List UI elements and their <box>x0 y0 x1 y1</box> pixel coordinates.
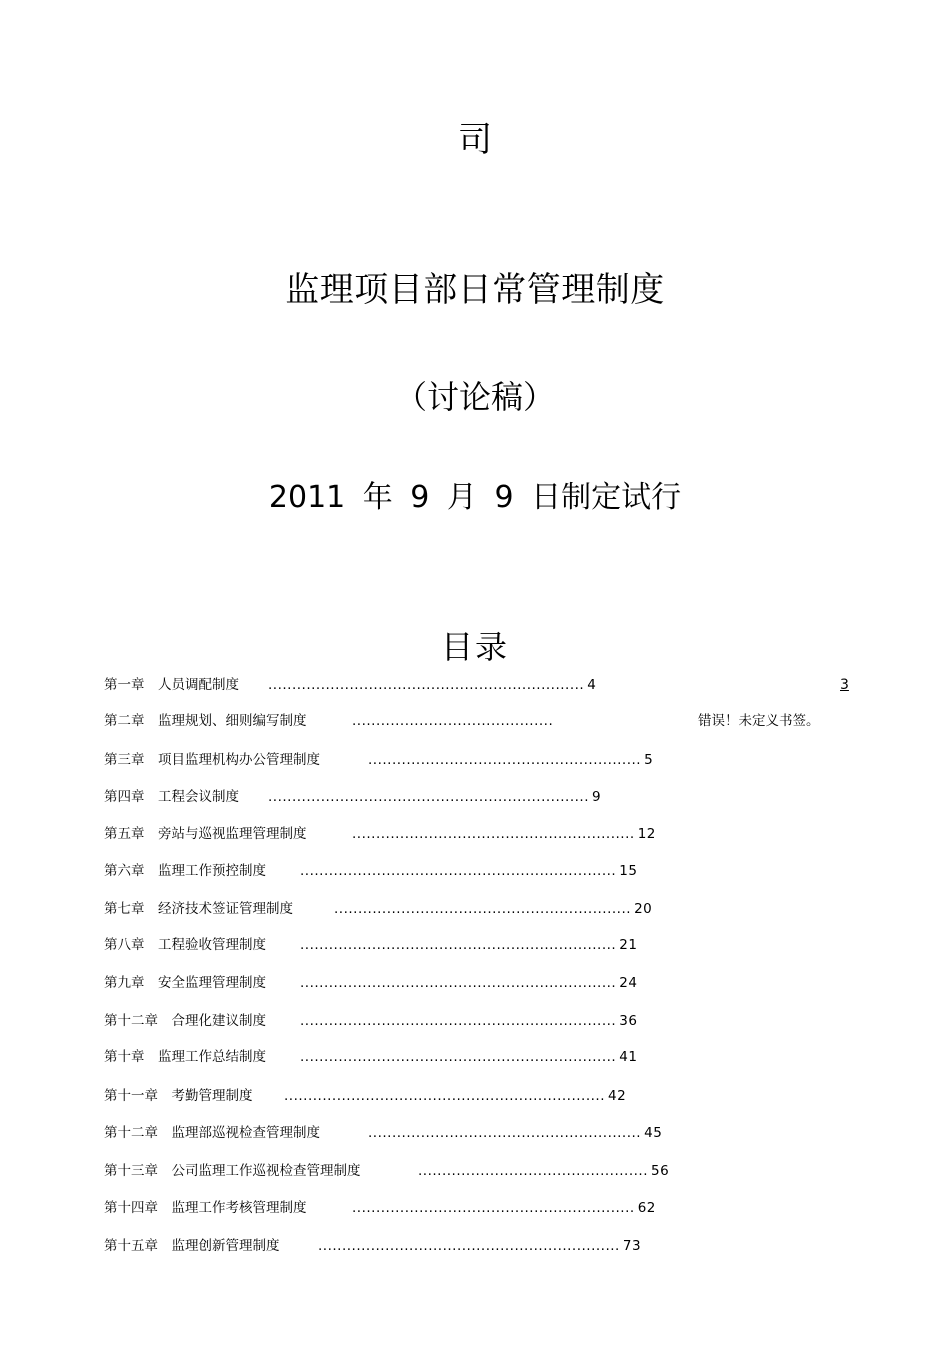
toc-page-number: 24 <box>619 975 638 991</box>
toc-chapter: 第九章 安全监理管理制度 <box>104 975 266 991</box>
toc-entry[interactable] <box>104 787 602 807</box>
toc-heading: 目录 <box>440 628 509 666</box>
toc-page-number: 62 <box>637 1200 656 1216</box>
toc-entry[interactable] <box>104 750 654 770</box>
toc-chapter: 第十章 监理工作总结制度 <box>104 1049 266 1065</box>
toc-page-number: 4 <box>587 677 597 693</box>
toc-page-number: 56 <box>650 1163 670 1179</box>
toc-chapter: 第十一章 考勤管理制度 <box>104 1088 253 1104</box>
toc-page-number: 36 <box>619 1013 638 1029</box>
toc-leader: ................................................................... 42 <box>284 1088 627 1104</box>
toc-leader: ........................................................... 62 <box>352 1200 656 1216</box>
toc-page-number: 42 <box>608 1088 627 1104</box>
toc-entry[interactable] <box>104 675 597 695</box>
toc-entry[interactable] <box>104 711 554 731</box>
toc-leader: ................................................ 56 <box>418 1163 670 1179</box>
toc-entry[interactable] <box>104 1236 642 1256</box>
toc-leader: ......................................................... 5 <box>368 752 654 768</box>
toc-leader: .............................................................. 20 <box>334 901 653 917</box>
toc-chapter: 第六章 监理工作预控制度 <box>104 863 266 879</box>
toc-entry[interactable] <box>104 1123 663 1143</box>
toc-page-number: 12 <box>637 826 656 842</box>
toc-entry[interactable] <box>104 899 653 919</box>
bookmark-error-note: 错误！未定义书签。 <box>698 713 820 729</box>
toc-entry[interactable] <box>104 1047 638 1067</box>
toc-leader: ......................................................... 45 <box>368 1125 663 1141</box>
toc-page-number: 41 <box>619 1049 638 1065</box>
toc-page-number: 21 <box>619 937 638 953</box>
toc-page-number: 45 <box>644 1125 663 1141</box>
toc-entry[interactable] <box>104 1086 627 1106</box>
toc-entry[interactable] <box>104 1198 656 1218</box>
toc-chapter: 第十三章 公司监理工作巡视检查管理制度 <box>104 1163 361 1179</box>
toc-entry[interactable] <box>104 1161 670 1181</box>
toc-side-page-link[interactable]: 3 <box>840 677 849 693</box>
toc-chapter: 第三章 项目监理机构办公管理制度 <box>104 752 320 768</box>
toc-chapter: 第一章 人员调配制度 <box>104 677 239 693</box>
toc-chapter: 第二章 监理规划、细则编写制度 <box>104 713 307 729</box>
toc-leader: .................................................................. 41 <box>300 1049 638 1065</box>
toc-chapter: 第十四章 监理工作考核管理制度 <box>104 1200 307 1216</box>
toc-entry[interactable] <box>104 861 638 881</box>
toc-leader: .................................................................. 21 <box>300 937 638 953</box>
toc-page-number: 73 <box>622 1238 642 1254</box>
toc-entry[interactable] <box>104 1011 638 1031</box>
toc-chapter: 第七章 经济技术签证管理制度 <box>104 901 293 917</box>
toc-leader: .................................................................. 24 <box>300 975 638 991</box>
page-header-fragment: 司 <box>458 120 492 160</box>
toc-entry[interactable] <box>104 824 656 844</box>
toc-chapter: 第十五章 监理创新管理制度 <box>104 1238 280 1254</box>
toc-leader: .................................................................. 15 <box>300 863 638 879</box>
toc-leader: ........................................................... 12 <box>352 826 656 842</box>
toc-page-number: 20 <box>634 901 653 917</box>
toc-leader: ................................................................... 9 <box>268 789 602 805</box>
toc-entry[interactable] <box>104 973 638 993</box>
toc-leader: .......................................... <box>352 713 554 729</box>
toc-chapter: 第十二章 监理部巡视检查管理制度 <box>104 1125 320 1141</box>
document-subtitle: （讨论稿） <box>394 378 555 416</box>
toc-page-number: 15 <box>619 863 638 879</box>
toc-leader: ............................................................... 73 <box>318 1238 642 1254</box>
toc-leader: .................................................................. 4 <box>268 677 597 693</box>
toc-entry[interactable] <box>104 935 638 955</box>
toc-chapter: 第五章 旁站与巡视监理管理制度 <box>104 826 307 842</box>
toc-page-number: 5 <box>644 752 654 768</box>
document-date: 2011 年 9 月 9 日制定试行 <box>268 480 682 515</box>
toc-chapter: 第十二章 合理化建议制度 <box>104 1013 266 1029</box>
toc-page-number: 9 <box>592 789 602 805</box>
toc-leader: .................................................................. 36 <box>300 1013 638 1029</box>
toc-chapter: 第四章 工程会议制度 <box>104 789 239 805</box>
toc-chapter: 第八章 工程验收管理制度 <box>104 937 266 953</box>
document-title: 监理项目部日常管理制度 <box>285 270 665 310</box>
